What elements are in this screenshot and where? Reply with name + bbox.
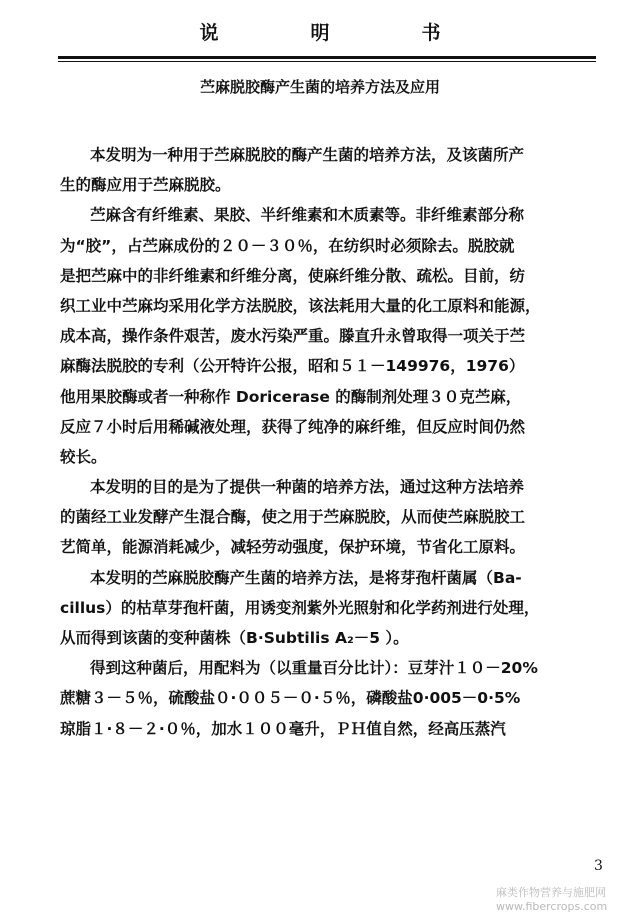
header-char-2: 明 bbox=[310, 22, 330, 44]
header-char-1: 说 bbox=[199, 22, 219, 44]
text-line: 生的酶应用于苎麻脱胶。 bbox=[60, 176, 231, 195]
page-header bbox=[0, 10, 640, 54]
text-line: 苎麻含有纤维素、果胶、半纤维素和木质素等。非纤维素部分称 bbox=[90, 206, 525, 225]
text-line: 他用果胶酶或者一种称作 Doricerase 的酶制剂处理３０克苎麻， bbox=[60, 387, 522, 406]
text-line: 本发明的苎麻脱胶酶产生菌的培养方法，是将芽孢杆菌属（Ba- bbox=[90, 568, 522, 587]
text-line: 艺简单，能源消耗减少，减轻劳动强度，保护环境，节省化工原料。 bbox=[60, 538, 526, 557]
text-line: 的菌经工业发酵产生混合酶，使之用于苎麻脱胶，从而使苎麻脱胶工 bbox=[60, 508, 526, 527]
text-line: 成本高，操作条件艰苦，废水污染严重。滕直升永曾取得一项关于苎 bbox=[60, 327, 526, 346]
document-title: 苎麻脱胶酶产生菌的培养方法及应用 bbox=[199, 78, 440, 96]
header-rule-thick bbox=[58, 56, 596, 59]
header-rule-thin bbox=[58, 61, 596, 62]
text-line: 较长。 bbox=[60, 447, 107, 466]
text-line: 是把苎麻中的非纤维素和纤维分离，使麻纤维分散、疏松。目前，纺 bbox=[60, 266, 526, 285]
text-line: 反应７小时后用稀碱液处理，获得了纯净的麻纤维，但反应时间仍然 bbox=[60, 417, 526, 436]
text-line: 琼脂１·８－２·０％，加水１００毫升，ＰＨ值自然，经高压蒸汽 bbox=[60, 719, 506, 738]
header-title bbox=[0, 18, 640, 45]
text-line: 蔗糖３－５％，硫酸盐０·００５－０·５％，磷酸盐0·005－0·5% bbox=[60, 689, 521, 708]
text-line: 本发明的目的是为了提供一种菌的培养方法，通过这种方法培养 bbox=[90, 478, 525, 497]
text-line: 为“胶”，占苎麻成份的２０－３０％，在纺织时必须除去。脱胶就 bbox=[60, 236, 515, 255]
text-line: 织工业中苎麻均采用化学方法脱胶，该法耗用大量的化工原料和能源， bbox=[60, 296, 541, 315]
text-line: 本发明为一种用于苎麻脱胶的酶产生菌的培养方法，及该菌所产 bbox=[90, 146, 525, 164]
text-line: 得到这种菌后，用配料为（以重量百分比计）：豆芽汁１０－20% bbox=[90, 659, 538, 678]
text-line: cillus）的枯草芽孢杆菌，用诱变剂紫外光照射和化学药剂进行处理， bbox=[60, 598, 540, 617]
page-number: 3 bbox=[594, 858, 603, 874]
site-watermark: 麻类作物营养与施肥网 www.fibercrops.com bbox=[496, 886, 608, 913]
header-char-3: 书 bbox=[421, 22, 441, 44]
document-body bbox=[60, 140, 608, 744]
text-line: 从而得到该菌的变种菌株（B·Subtilis A₂－5 ）。 bbox=[60, 629, 409, 647]
text-line: 麻酶法脱胶的专利（公开特许公报，昭和５１－149976，1976） bbox=[60, 357, 525, 376]
